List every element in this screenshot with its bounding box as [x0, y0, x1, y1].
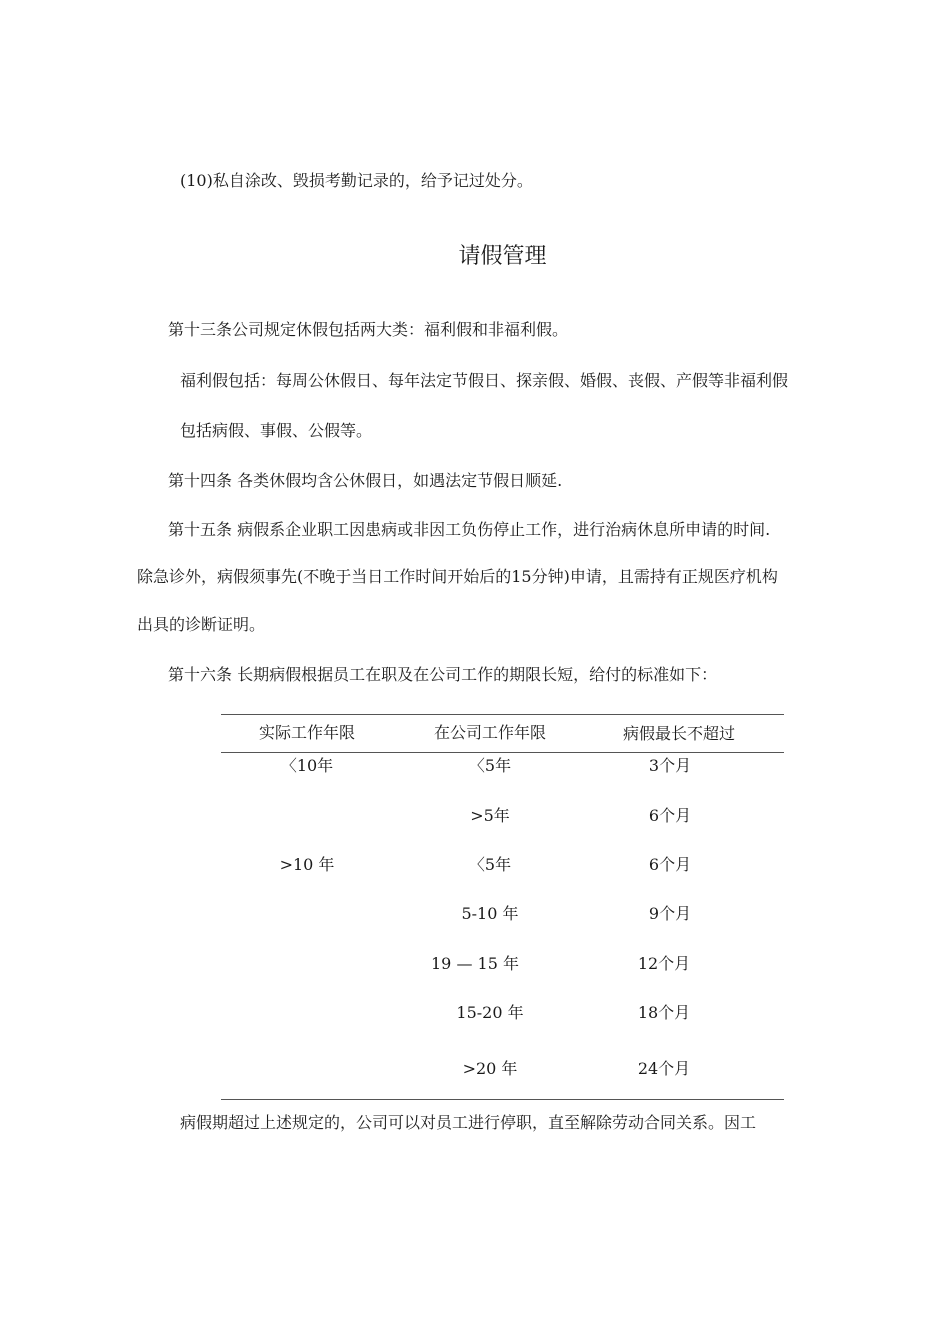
article-15-line-3: 出具的诊断证明。 [137, 615, 266, 634]
welfare-leave-line-2: 包括病假、事假、公假等。 [180, 421, 373, 440]
cell-max: 12个月 [637, 954, 691, 973]
cell-actual: >10 年 [279, 855, 335, 874]
cell-max: 6个月 [648, 855, 692, 874]
table-header-rule [221, 752, 784, 753]
table-top-rule [221, 714, 784, 715]
cell-company: >20 年 [462, 1059, 518, 1078]
cell-max: 9个月 [648, 904, 692, 923]
cell-max: 3个月 [648, 756, 692, 775]
table-bottom-rule [221, 1099, 784, 1100]
cell-max: 24个月 [637, 1059, 691, 1078]
article-15-line-2: 除急诊外，病假须事先(不晚于当日工作时间开始后的15分钟)申请，且需持有正规医疗机构 [137, 567, 778, 586]
cell-company: 〈5年 [468, 855, 512, 874]
article-14-text: 第十四条 各类休假均含公休假日，如遇法定节假日顺延. [168, 471, 563, 490]
section-heading: 请假管理 [458, 244, 547, 269]
article-16-text: 第十六条 长期病假根据员工在职及在公司工作的期限长短，给付的标准如下： [168, 665, 718, 684]
cell-max: 18个月 [637, 1003, 691, 1022]
after-table-text: 病假期超过上述规定的，公司可以对员工进行停职，直至解除劳动合同关系。因工 [180, 1113, 757, 1132]
header-actual-years: 实际工作年限 [258, 723, 355, 742]
clause-10-text: (10)私自涂改、毁损考勤记录的，给予记过处分。 [180, 171, 533, 190]
welfare-leave-line-1: 福利假包括：每周公休假日、每年法定节假日、探亲假、婚假、丧假、产假等非福利假 [180, 371, 789, 390]
cell-company: 〈5年 [468, 756, 512, 775]
cell-company: 19 — 15 年 [431, 954, 519, 973]
header-max-leave: 病假最长不超过 [622, 724, 735, 743]
cell-company: 15-20 年 [456, 1003, 524, 1022]
cell-company: 5-10 年 [461, 904, 519, 923]
cell-company: >5年 [470, 806, 510, 825]
article-13-text: 第十三条公司规定休假包括两大类：福利假和非福利假。 [168, 320, 569, 339]
cell-actual: 〈10年 [280, 756, 334, 775]
header-company-years: 在公司工作年限 [433, 723, 546, 742]
cell-max: 6个月 [648, 806, 692, 825]
article-15-line-1: 第十五条 病假系企业职工因患病或非因工负伤停止工作，进行治病休息所申请的时间. [168, 520, 771, 539]
